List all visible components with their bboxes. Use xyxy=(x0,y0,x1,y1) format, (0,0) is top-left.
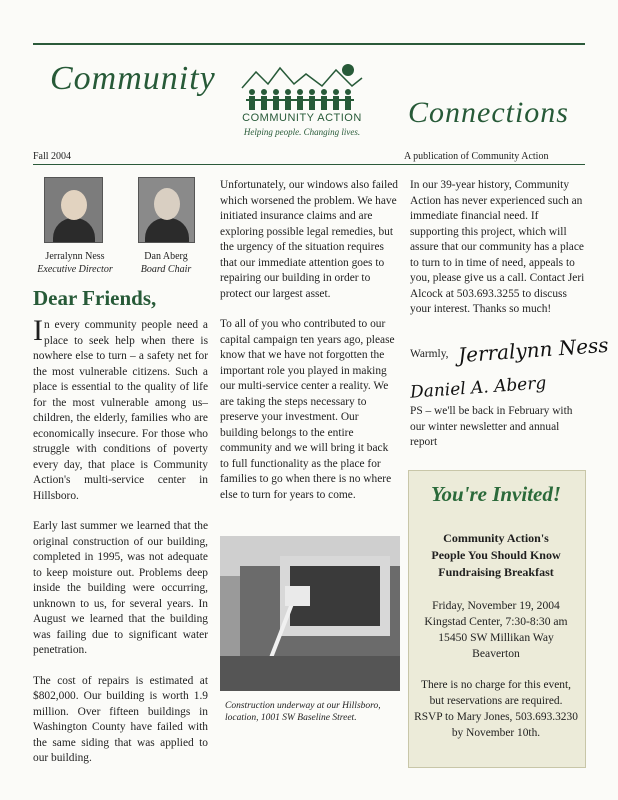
event-title: Community Action's People You Should Know Fundraising Breakfast xyxy=(431,531,561,579)
logo-name: COMMUNITY ACTION xyxy=(242,112,362,124)
issue-date: Fall 2004 xyxy=(33,151,72,162)
photo-jerralynn-ness xyxy=(44,177,103,243)
leader-name: Dan Aberg xyxy=(144,251,188,262)
event-details xyxy=(408,598,584,662)
letter-greeting: Dear Friends, xyxy=(33,286,157,310)
top-rule xyxy=(33,43,585,45)
event-city: Beaverton xyxy=(472,647,520,660)
signature-ness: Jerralynn Ness xyxy=(457,332,610,368)
masthead-connections: Connections xyxy=(408,96,569,129)
drop-cap: I xyxy=(33,314,43,347)
logo-tagline: Helping people. Changing lives. xyxy=(243,127,361,137)
event-address: 15450 SW Millikan Way xyxy=(438,631,554,644)
paragraph: The cost of repairs is estimated at $802,000. Our building is worth 1.9 million. Over fifteen buildings in Washington County have failed with the same siding that was applied to our building. xyxy=(33,674,208,764)
paragraph: Unfortunately, our windows also failed which worsened the problem. We have initiated insurance claims and are exploring possible legal remedies, but the urgency of the situation requires that our immediate attention goes to repairing our building in order to protect our largest asset. xyxy=(220,179,398,300)
header-rule xyxy=(33,164,585,165)
photo-dan-aberg xyxy=(138,177,195,243)
paragraph: In every community people need a place to seek help when there is nowhere else to turn – a safety net for the most vulnerable citizens. Such a place is essential to the quality of life for the most vulnerable among us– children, the elderly, families who are economically insecure. For those who struggle with conditions of poverty every day, that place is Community Action's multi-service center in Hillsboro. xyxy=(33,314,208,502)
leader-name: Jerralynn Ness xyxy=(45,251,105,262)
leader-title: Executive Director xyxy=(37,264,113,275)
paragraph: Early last summer we learned that the original construction of our building, completed in 1995, was not adequate to keep moisture out. Problems deep inside the building were occurring, unknown to us, for several years. In August we learned that the building was failing due to significant water penetration. xyxy=(33,520,208,656)
rsvp-note: There is no charge for this event, but reservations are required. RSVP to Mary Jones, 503.693.3230 by November 10th. xyxy=(414,679,578,739)
leader-title: Board Chair xyxy=(140,264,192,275)
publisher-line: A publication of Community Action xyxy=(404,151,549,162)
event-place: Kingstad Center, 7:30-8:30 am xyxy=(424,615,568,628)
column-2 xyxy=(220,178,398,518)
invitation-heading: You're Invited! xyxy=(430,482,562,506)
construction-photo xyxy=(220,536,400,691)
paragraph: To all of you who contributed to our capital campaign ten years ago, please know that we have not forgotten the important role you played in making our multi-service center a reality. We are taking the steps necessary to preserve your investment. Our building belongs to the entire community and we will bring it back to full functionality as the place for families to go when there is no where else to turn for years to come. xyxy=(220,318,395,501)
masthead-community: Community xyxy=(50,60,216,97)
event-date: Friday, November 19, 2004 xyxy=(432,599,560,612)
signature-aberg: Daniel A. Aberg xyxy=(409,373,547,403)
caption-ness xyxy=(30,250,120,276)
column-1 xyxy=(33,314,208,782)
paragraph: In our 39-year history, Community Action has never experienced such an immediate financial need. If supporting this project, which will assure that our community has a place to turn to in time of need, appeals to you, please give us a call. Contact Jeri Alcock at 503.693.3255 to discuss your interest. Thanks so much! xyxy=(410,179,585,315)
closing: Warmly, xyxy=(410,348,449,360)
caption-aberg xyxy=(125,250,207,276)
column-3 xyxy=(410,178,586,333)
community-action-logo xyxy=(236,60,368,152)
postscript: PS – we'll be back in February with our winter newsletter and annual report xyxy=(410,405,573,448)
photo-caption: Construction underway at our Hillsboro, location, 1001 SW Baseline Street. xyxy=(225,701,381,723)
